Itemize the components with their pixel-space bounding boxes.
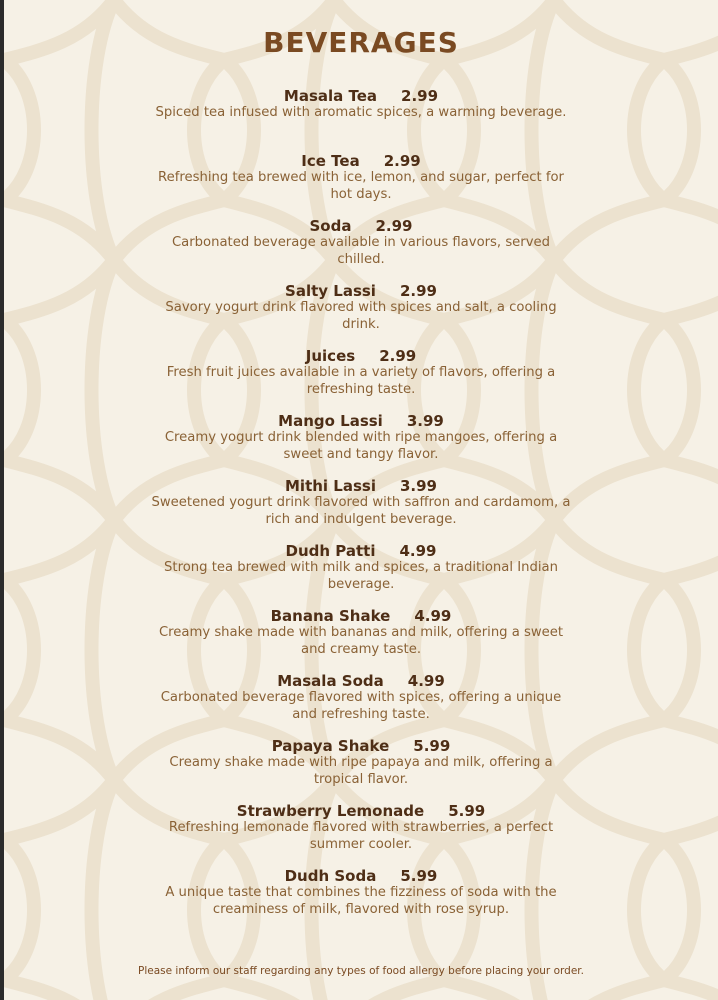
menu-item-header bbox=[4, 737, 718, 755]
menu-item-description: Creamy shake made with ripe papaya and milk, offering a tropical flavor. bbox=[169, 755, 553, 787]
menu-item-price: 3.99 bbox=[406, 412, 444, 430]
menu-item-price: 4.99 bbox=[399, 542, 437, 560]
menu-item bbox=[4, 867, 718, 918]
menu-item-header bbox=[4, 282, 718, 300]
allergy-notice: Please inform our staff regarding any types of food allergy before placing your order. bbox=[138, 965, 584, 977]
menu-item-description: Creamy shake made with bananas and milk, offering a sweet and creamy taste. bbox=[158, 625, 564, 657]
menu-item-price: 5.99 bbox=[448, 802, 486, 820]
menu-item-name: Dudh Patti bbox=[285, 542, 376, 560]
menu-item-header bbox=[4, 87, 718, 105]
menu-page bbox=[4, 0, 718, 1000]
menu-item-price: 3.99 bbox=[399, 477, 437, 495]
menu-item-name: Soda bbox=[309, 217, 352, 235]
menu-item bbox=[4, 672, 718, 723]
menu-item-name: Mango Lassi bbox=[278, 412, 383, 430]
menu-item-description: Spiced tea infused with aromatic spices, a warming beverage. bbox=[155, 105, 567, 120]
menu-item-description: Carbonated beverage available in various flavors, served chilled. bbox=[171, 235, 551, 267]
menu-item-price: 5.99 bbox=[400, 867, 438, 885]
menu-item-name: Ice Tea bbox=[301, 152, 360, 170]
menu-item-description: Creamy yogurt drink blended with ripe mangoes, offering a sweet and tangy flavor. bbox=[164, 430, 558, 462]
menu-item-name: Banana Shake bbox=[270, 607, 391, 625]
menu-item-header bbox=[4, 802, 718, 820]
menu-item-description: Carbonated beverage flavored with spices, offering a unique and refreshing taste. bbox=[160, 690, 562, 722]
menu-item-header bbox=[4, 542, 718, 560]
menu-item bbox=[4, 282, 718, 333]
menu-item-price: 2.99 bbox=[401, 87, 439, 105]
menu-item bbox=[4, 802, 718, 853]
menu-item-description: A unique taste that combines the fizziness of soda with the creaminess of milk, flavored with rose syrup. bbox=[165, 885, 557, 917]
menu-item-header bbox=[4, 347, 718, 365]
menu-item-description: Savory yogurt drink flavored with spices and salt, a cooling drink. bbox=[165, 300, 557, 332]
menu-item bbox=[4, 152, 718, 203]
menu-item bbox=[4, 87, 718, 122]
menu-item-name: Masala Soda bbox=[277, 672, 384, 690]
menu-item-price: 2.99 bbox=[379, 347, 417, 365]
menu-item-name: Strawberry Lemonade bbox=[236, 802, 425, 820]
menu-item-header bbox=[4, 477, 718, 495]
menu-item-header bbox=[4, 607, 718, 625]
menu-item-header bbox=[4, 217, 718, 235]
menu-item-description: Fresh fruit juices available in a variety of flavors, offering a refreshing taste. bbox=[166, 365, 556, 397]
menu-item-header bbox=[4, 152, 718, 170]
menu-item-description: Strong tea brewed with milk and spices, a traditional Indian beverage. bbox=[164, 560, 558, 592]
menu-item-price: 4.99 bbox=[407, 672, 445, 690]
menu-item-price: 2.99 bbox=[375, 217, 413, 235]
menu-item-description: Sweetened yogurt drink flavored with saffron and cardamom, a rich and indulgent beverage. bbox=[151, 495, 571, 527]
menu-item-name: Juices bbox=[305, 347, 356, 365]
menu-item bbox=[4, 737, 718, 788]
menu-item-name: Masala Tea bbox=[283, 87, 378, 105]
menu-item bbox=[4, 607, 718, 658]
menu-item-header bbox=[4, 672, 718, 690]
menu-item-description: Refreshing lemonade flavored with strawberries, a perfect summer cooler. bbox=[168, 820, 554, 852]
page-title: BEVERAGES bbox=[263, 26, 459, 59]
menu-item-name: Mithi Lassi bbox=[285, 477, 376, 495]
menu-item bbox=[4, 477, 718, 528]
menu-item-price: 2.99 bbox=[399, 282, 437, 300]
menu-item bbox=[4, 217, 718, 268]
menu-item-description: Refreshing tea brewed with ice, lemon, and sugar, perfect for hot days. bbox=[158, 170, 564, 202]
menu-item bbox=[4, 542, 718, 593]
menu-item-name: Papaya Shake bbox=[271, 737, 390, 755]
menu-item-price: 2.99 bbox=[383, 152, 421, 170]
menu-item-name: Salty Lassi bbox=[285, 282, 376, 300]
menu-item-header bbox=[4, 867, 718, 885]
menu-item bbox=[4, 412, 718, 463]
menu-item-name: Dudh Soda bbox=[284, 867, 377, 885]
menu-item-price: 4.99 bbox=[414, 607, 452, 625]
menu-item-header bbox=[4, 412, 718, 430]
menu-item bbox=[4, 347, 718, 398]
menu-item-price: 5.99 bbox=[413, 737, 451, 755]
